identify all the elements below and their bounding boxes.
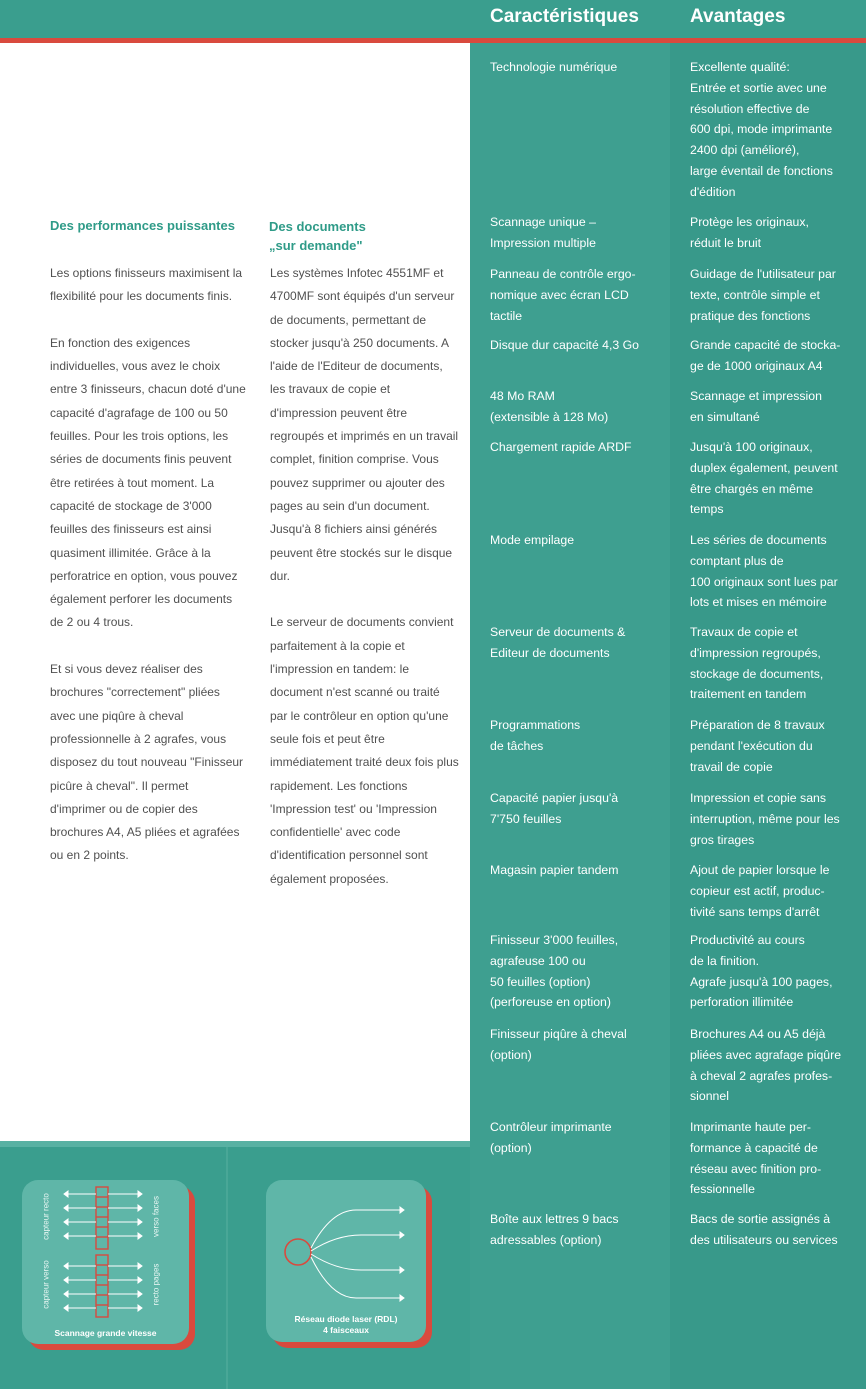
heading-line: Des documents xyxy=(269,219,366,234)
benefit-line: Grande capacité de stocka- xyxy=(690,338,841,352)
paragraph: Les systèmes Infotec 4551MF et 4700MF sont équipés d'un serveur de documents, permettant de stocker jusqu'à 250 documents. A l'aide de l'Editeur de documents, les travaux de copie et d'impression peuvent être regroupés et imprimés en un travail complet, finition comprise. Vous pouvez supprimer ou ajouter des pages au sein d'un document. Jusqu'à 8 fichiers ainsi générés peuvent être stockés sur le disque dur. xyxy=(270,266,459,583)
feature-cell xyxy=(490,715,665,757)
benefit-line: formance à capacité de xyxy=(690,1140,818,1155)
section-body-performances xyxy=(50,262,246,891)
benefit-cell xyxy=(690,1209,862,1251)
benefit-cell xyxy=(690,715,862,777)
feature-line: Disque dur capacité 4,3 Go xyxy=(490,338,640,352)
benefit-line: temps xyxy=(690,502,724,517)
benefit-line: Impression et copie sans xyxy=(690,791,827,805)
section-body-documents xyxy=(270,262,460,914)
benefit-cell xyxy=(690,212,862,254)
scan-diagram xyxy=(22,1180,189,1344)
feature-line: Capacité papier jusqu'à xyxy=(490,791,619,805)
feature-cell xyxy=(490,622,665,664)
benefit-line: des utilisateurs ou services xyxy=(690,1232,838,1247)
heading-line: „sur demande" xyxy=(269,238,363,253)
paragraph: Les options finisseurs maximisent la flexibilité pour les documents finis. xyxy=(50,266,243,304)
feature-cell xyxy=(490,930,665,1013)
benefit-line: Préparation de 8 travaux xyxy=(690,718,825,732)
feature-line: 48 Mo RAM xyxy=(490,389,555,403)
feature-line: Boîte aux lettres 9 bacs xyxy=(490,1212,619,1226)
feature-line: Mode empilage xyxy=(490,533,575,547)
feature-line: Scannage unique – xyxy=(490,215,596,229)
feature-line: (perforeuse en option) xyxy=(490,995,611,1010)
paragraph: En fonction des exigences individuelles, vous avez le choix entre 3 finisseurs, chacun doté d'une capacité d'agrafage de 100 ou 50 feuilles. Pour les trois options, les séries de documents finis peuvent être retirées à tout moment. La capacité de stockage de 3'000 feuilles des finisseurs est ainsi quasiment illimitée. Grâce à la perforatrice en option, vous pouvez également perforer les documents de 2 ou 4 trous. xyxy=(50,335,246,630)
feature-line: Finisseur 3'000 feuilles, xyxy=(490,933,619,947)
benefit-cell xyxy=(690,530,862,613)
benefit-line: duplex également, peuvent xyxy=(690,460,838,475)
feature-cell xyxy=(490,386,665,428)
benefit-line: pratique des fonctions xyxy=(690,308,811,323)
feature-cell xyxy=(490,1024,665,1066)
benefit-line: Excellente qualité: xyxy=(690,60,790,74)
caption-line: 4 faisceaux xyxy=(323,1325,369,1335)
feature-line: adressables (option) xyxy=(490,1232,602,1247)
benefit-line: Brochures A4 ou A5 déjà xyxy=(690,1027,826,1041)
benefit-line: d'édition xyxy=(690,184,736,199)
benefit-line: texte, contrôle simple et xyxy=(690,287,820,302)
section-heading-performances: Des performances puissantes xyxy=(50,218,235,233)
feature-cell xyxy=(490,530,665,551)
diagram-panel-edge xyxy=(0,1141,470,1147)
feature-line: Impression multiple xyxy=(490,235,596,250)
benefit-cell xyxy=(690,788,862,850)
benefit-line: ge de 1000 originaux A4 xyxy=(690,358,823,373)
laser-diagram-caption xyxy=(266,1314,426,1336)
column-title-caracteristiques: Caractéristiques xyxy=(490,6,639,27)
feature-line: (option) xyxy=(490,1140,532,1155)
benefit-line: Scannage et impression xyxy=(690,389,822,403)
benefit-line: pliées avec agrafage piqûre xyxy=(690,1047,842,1062)
feature-line: Magasin papier tandem xyxy=(490,863,619,877)
benefit-cell xyxy=(690,335,862,377)
benefit-line: être chargés en même xyxy=(690,481,814,496)
caption-line: Réseau diode laser (RDL) xyxy=(294,1314,398,1324)
benefit-cell xyxy=(690,930,862,1013)
feature-cell xyxy=(490,264,665,326)
feature-line: (extensible à 128 Mo) xyxy=(490,409,609,424)
feature-cell xyxy=(490,1209,665,1251)
benefit-cell xyxy=(690,386,862,428)
benefit-line: Entrée et sortie avec une xyxy=(690,80,827,95)
benefit-line: Travaux de copie et xyxy=(690,625,798,639)
benefit-line: Les séries de documents xyxy=(690,533,827,547)
paragraph: Et si vous devez réaliser des brochures "correctement" pliées avec une piqûre à cheval professionnelle à 2 agrafes, vous disposez du tout nouveau "Finisseur picûre à cheval". Il permet d'imprimer ou de copier des brochures A4, A5 pliées et agrafées ou en 2 points. xyxy=(50,662,244,863)
benefit-line: stockage de documents, xyxy=(690,666,824,681)
benefit-line: large éventail de fonctions xyxy=(690,163,833,178)
benefit-line: à cheval 2 agrafes profes- xyxy=(690,1068,833,1083)
feature-line: tactile xyxy=(490,308,523,323)
benefit-line: Guidage de l'utilisateur par xyxy=(690,267,836,281)
feature-line: Contrôleur imprimante xyxy=(490,1120,612,1134)
benefit-cell xyxy=(690,622,862,705)
feature-cell xyxy=(490,860,665,881)
benefit-line: travail de copie xyxy=(690,759,773,774)
feature-cell xyxy=(490,335,665,356)
laser-diagram xyxy=(266,1180,426,1342)
scan-label-bottom-right: recto pages xyxy=(151,1263,161,1306)
feature-line: Serveur de documents & xyxy=(490,625,626,639)
section-heading-documents xyxy=(269,217,459,255)
feature-line: nomique avec écran LCD xyxy=(490,287,629,302)
feature-cell xyxy=(490,57,665,78)
benefit-line: Bacs de sortie assignés à xyxy=(690,1212,831,1226)
feature-line: de tâches xyxy=(490,738,544,753)
scan-label-top-right: verso faces xyxy=(151,1196,161,1237)
benefit-line: Imprimante haute per- xyxy=(690,1120,811,1134)
feature-line: agrafeuse 100 ou xyxy=(490,953,586,968)
feature-line: 50 feuilles (option) xyxy=(490,974,591,989)
benefit-line: lots et mises en mémoire xyxy=(690,595,827,610)
benefit-line: 600 dpi, mode imprimante xyxy=(690,122,833,137)
benefit-line: perforation illimitée xyxy=(690,995,794,1010)
feature-line: Technologie numérique xyxy=(490,60,618,74)
benefit-line: en simultané xyxy=(690,409,760,424)
benefit-line: sionnel xyxy=(690,1089,729,1104)
benefit-cell xyxy=(690,264,862,326)
scan-label-top-left: capteur recto xyxy=(41,1193,51,1240)
benefit-cell xyxy=(690,57,862,203)
benefit-line: interruption, même pour les xyxy=(690,811,840,826)
benefit-cell xyxy=(690,1024,862,1107)
benefit-line: 2400 dpi (amélioré), xyxy=(690,143,800,158)
benefit-line: pendant l'exécution du xyxy=(690,738,813,753)
benefit-line: d'impression regroupés, xyxy=(690,645,821,660)
feature-line: Programmations xyxy=(490,718,581,732)
feature-line: Editeur de documents xyxy=(490,645,610,660)
benefit-line: copieur est actif, produc- xyxy=(690,883,825,898)
feature-cell xyxy=(490,212,665,254)
feature-line: Chargement rapide ARDF xyxy=(490,440,632,454)
scan-diagram-caption: Scannage grande vitesse xyxy=(54,1328,157,1338)
benefit-line: Protège les originaux, xyxy=(690,215,809,229)
benefit-line: Ajout de papier lorsque le xyxy=(690,863,830,877)
benefit-line: 100 originaux sont lues par xyxy=(690,574,838,589)
benefit-line: comptant plus de xyxy=(690,553,784,568)
benefit-line: gros tirages xyxy=(690,832,755,847)
benefit-line: de la finition. xyxy=(690,953,760,968)
benefit-line: réduit le bruit xyxy=(690,235,762,250)
benefit-line: Productivité au cours xyxy=(690,933,805,947)
feature-line: Panneau de contrôle ergo- xyxy=(490,267,636,281)
benefit-line: fessionnelle xyxy=(690,1182,755,1197)
benefit-cell xyxy=(690,1117,862,1200)
benefit-line: tivité sans temps d'arrêt xyxy=(690,904,820,919)
feature-line: (option) xyxy=(490,1047,532,1062)
feature-line: 7'750 feuilles xyxy=(490,811,562,826)
scan-label-bottom-left: capteur verso xyxy=(41,1260,51,1309)
feature-cell xyxy=(490,437,665,458)
benefit-line: Jusqu'à 100 originaux, xyxy=(690,440,813,454)
feature-cell xyxy=(490,788,665,830)
paragraph: Le serveur de documents convient parfaitement à la copie et l'impression en tandem: le document n'est scanné ou traité par le contrôleur en option qu'une seule fois et peut être immédiatement traité deux fois plus rapidement. Les fonctions 'Impression test' ou 'Impression confidentielle' avec code d'identification personnel sont également proposées. xyxy=(270,615,459,886)
diagram-panel-divider xyxy=(226,1147,228,1389)
benefit-line: réseau avec finition pro- xyxy=(690,1161,822,1176)
benefit-line: résolution effective de xyxy=(690,101,810,116)
column-title-avantages: Avantages xyxy=(690,6,786,27)
feature-line: Finisseur piqûre à cheval xyxy=(490,1027,627,1041)
benefit-cell xyxy=(690,860,862,922)
benefit-line: traitement en tandem xyxy=(690,687,807,702)
benefit-line: Agrafe jusqu'à 100 pages, xyxy=(690,974,833,989)
feature-cell xyxy=(490,1117,665,1159)
benefit-cell xyxy=(690,437,862,520)
